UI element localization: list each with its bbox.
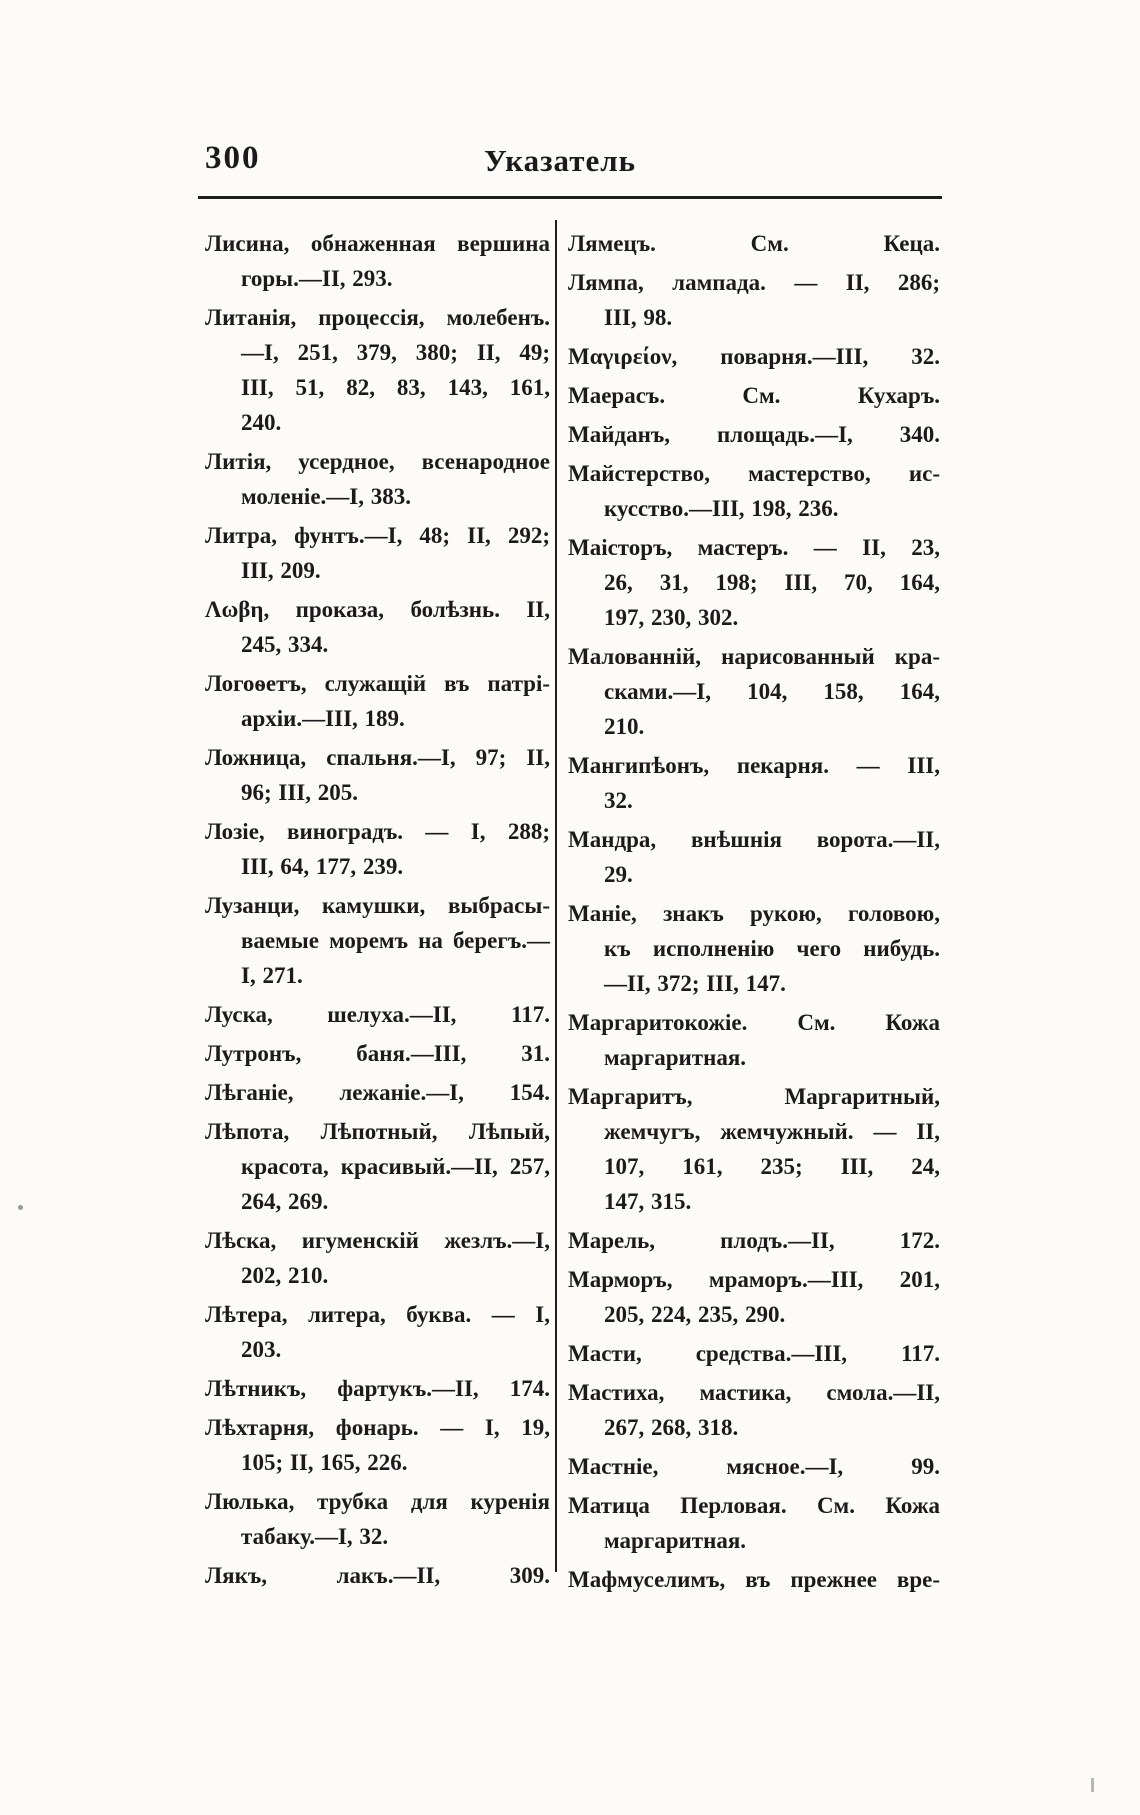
index-entry: [205, 300, 550, 440]
entry-line: III, 98.: [604, 305, 673, 330]
entry-line: 203.: [241, 1337, 282, 1362]
entry-line: Литра, фунтъ.—I, 48; II, 292;: [205, 523, 550, 548]
index-entry: [568, 1449, 940, 1484]
entry-line: Лѣтера, литера, буква. — I,: [205, 1302, 550, 1327]
index-entry: [205, 666, 550, 736]
entry-line: Лямецъ. См. Кеца.: [568, 231, 940, 256]
index-entry: [568, 639, 940, 744]
entry-line: Лѣтникъ, фартукъ.—II, 174.: [205, 1376, 550, 1401]
index-entry: [205, 1114, 550, 1219]
entry-line: Мандра, внѣшнія ворота.—II,: [568, 827, 940, 852]
entry-line: Λωβη, проказа, болѣзнь. II,: [205, 597, 550, 622]
index-entry: [205, 1371, 550, 1406]
entry-line: 264, 269.: [241, 1189, 329, 1214]
entry-line: къ исполненію чего нибудь.: [604, 936, 940, 961]
entry-line: Малованній, нарисованный кра-: [568, 644, 940, 669]
entry-line: Лякъ, лакъ.—II, 309.: [205, 1563, 550, 1588]
entry-line: Лѣпота, Лѣпотный, Лѣпый,: [205, 1119, 550, 1144]
entry-line: Марморъ, мраморъ.—III, 201,: [568, 1267, 940, 1292]
entry-line: Лузанци, камушки, выбрасы-: [205, 893, 550, 918]
entry-line: ваемые моремъ на берегъ.—: [241, 928, 550, 953]
scan-artifact-tick: [1091, 1778, 1094, 1792]
entry-line: Люлька, трубка для куренія: [205, 1489, 550, 1514]
index-entry: [568, 1336, 940, 1371]
page-number: 300: [205, 140, 261, 176]
entry-line: 32.: [604, 788, 633, 813]
entry-line: 29.: [604, 862, 633, 887]
entry-line: кусство.—III, 198, 236.: [604, 496, 839, 521]
entry-line: Маргаритокожіе. См. Кожа: [568, 1010, 940, 1035]
entry-line: Мастиха, мастика, смола.—II,: [568, 1380, 940, 1405]
index-entry: [205, 814, 550, 884]
entry-line: III, 64, 177, 239.: [241, 854, 404, 879]
entry-line: I, 271.: [241, 963, 303, 988]
entry-line: 202, 210.: [241, 1263, 329, 1288]
entry-line: Мастніе, мясное.—I, 99.: [568, 1454, 940, 1479]
entry-line: Ложница, спальня.—I, 97; II,: [205, 745, 550, 770]
entry-line: Марель, плодъ.—II, 172.: [568, 1228, 940, 1253]
entry-line: Лямпа, лампада. — II, 286;: [568, 270, 940, 295]
header-rule: [198, 196, 942, 199]
entry-line: Луска, шелуха.—II, 117.: [205, 1002, 550, 1027]
index-entry: [205, 592, 550, 662]
entry-line: 26, 31, 198; III, 70, 164,: [604, 570, 940, 595]
column-divider: [555, 220, 557, 1572]
index-entry: [205, 888, 550, 993]
index-entry: [568, 1488, 940, 1558]
entry-line: маргаритная.: [604, 1045, 747, 1070]
index-entry: [568, 339, 940, 374]
index-entry: [568, 896, 940, 1001]
index-entry: [568, 1079, 940, 1219]
entry-line: 105; II, 165, 226.: [241, 1450, 408, 1475]
index-column-right: [568, 226, 940, 1601]
entry-line: Μαγιρείον, поварня.—III, 32.: [568, 344, 940, 369]
entry-line: Мафмуселимъ, въ прежнее вре-: [568, 1567, 940, 1592]
entry-line: горы.—II, 293.: [241, 266, 393, 291]
entry-line: Маерасъ. См. Кухаръ.: [568, 383, 940, 408]
entry-line: —I, 251, 379, 380; II, 49;: [241, 340, 550, 365]
index-entry: [568, 456, 940, 526]
entry-line: 210.: [604, 714, 645, 739]
entry-line: —II, 372; III, 147.: [604, 971, 786, 996]
entry-line: 267, 268, 318.: [604, 1415, 739, 1440]
scan-artifact-dot: [18, 1205, 23, 1210]
index-entry: [205, 1075, 550, 1110]
entry-line: Лутронъ, баня.—III, 31.: [205, 1041, 550, 1066]
entry-line: 96; III, 205.: [241, 780, 359, 805]
index-entry: [205, 997, 550, 1032]
entry-line: красота, красивый.—II, 257,: [241, 1154, 550, 1179]
index-entry: [568, 748, 940, 818]
entry-line: маргаритная.: [604, 1528, 747, 1553]
index-column-left: [205, 226, 550, 1597]
entry-line: Лѣска, игуменскій жезлъ.—I,: [205, 1228, 550, 1253]
entry-line: Лисина, обнаженная вершина: [205, 231, 550, 256]
index-entry: [568, 1375, 940, 1445]
entry-line: моленіе.—I, 383.: [241, 484, 411, 509]
entry-line: Лѣхтарня, фонарь. — I, 19,: [205, 1415, 550, 1440]
entry-line: 197, 230, 302.: [604, 605, 739, 630]
index-entry: [205, 518, 550, 588]
entry-line: архіи.—III, 189.: [241, 706, 405, 731]
index-entry: [205, 444, 550, 514]
entry-line: Логоѳетъ, служащій въ патрі-: [205, 671, 550, 696]
index-entry: [568, 1005, 940, 1075]
index-entry: [568, 226, 940, 261]
index-entry: [568, 1562, 940, 1597]
entry-line: Маніе, знакъ рукою, головою,: [568, 901, 940, 926]
entry-line: III, 209.: [241, 558, 321, 583]
entry-line: Лозіе, виноградъ. — I, 288;: [205, 819, 550, 844]
index-entry: [568, 1262, 940, 1332]
page-title: Указатель: [483, 143, 637, 178]
index-entry: [568, 822, 940, 892]
entry-line: сками.—I, 104, 158, 164,: [604, 679, 940, 704]
index-entry: [205, 1484, 550, 1554]
index-entry: [205, 740, 550, 810]
entry-line: табаку.—I, 32.: [241, 1524, 389, 1549]
index-entry: [568, 378, 940, 413]
index-entry: [205, 1410, 550, 1480]
entry-line: Матица Перловая. См. Кожа: [568, 1493, 940, 1518]
entry-line: жемчугъ, жемчужный. — II,: [604, 1119, 940, 1144]
entry-line: Маргаритъ, Маргаритный,: [568, 1084, 940, 1109]
entry-line: Майданъ, площадь.—I, 340.: [568, 422, 940, 447]
index-entry: [568, 530, 940, 635]
entry-line: Литія, усердное, всенародное: [205, 449, 550, 474]
index-entry: [568, 1223, 940, 1258]
entry-line: Литанія, процессія, молебенъ.: [205, 305, 550, 330]
index-entry: [205, 1036, 550, 1071]
entry-line: Лѣганіе, лежаніе.—I, 154.: [205, 1080, 550, 1105]
entry-line: 205, 224, 235, 290.: [604, 1302, 786, 1327]
index-entry: [205, 1558, 550, 1593]
index-entry: [205, 1223, 550, 1293]
index-entry: [205, 1297, 550, 1367]
index-entry: [568, 417, 940, 452]
entry-line: 107, 161, 235; III, 24,: [604, 1154, 940, 1179]
entry-line: Масти, средства.—III, 117.: [568, 1341, 940, 1366]
entry-line: Маісторъ, мастеръ. — II, 23,: [568, 535, 940, 560]
entry-line: 147, 315.: [604, 1189, 692, 1214]
entry-line: 240.: [241, 410, 282, 435]
entry-line: III, 51, 82, 83, 143, 161,: [241, 375, 550, 400]
entry-line: Майстерство, мастерство, ис-: [568, 461, 940, 486]
entry-line: Мангипѣонъ, пекарня. — III,: [568, 753, 940, 778]
entry-line: 245, 334.: [241, 632, 329, 657]
index-entry: [568, 265, 940, 335]
index-entry: [205, 226, 550, 296]
